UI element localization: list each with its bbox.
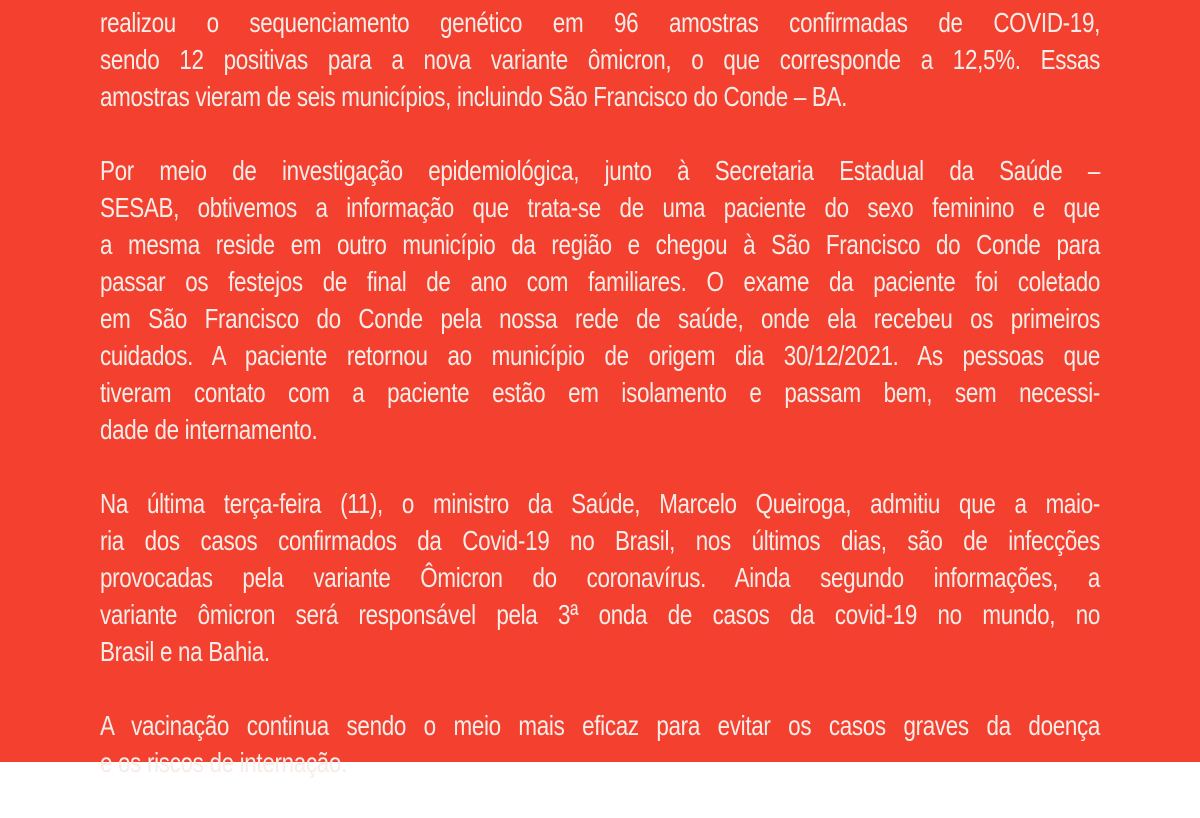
text-line: ria dos casos confirmados da Covid-19 no Brasil, nos últimos dias, são de infecções <box>100 525 1100 556</box>
paragraph-1 <box>100 4 1100 115</box>
text-line: amostras vieram de seis municípios, incluindo São Francisco do Conde – BA. <box>100 81 847 112</box>
text-line: a mesma reside em outro município da região e chegou à São Francisco do Conde para <box>100 229 1100 260</box>
text-line: cuidados. A paciente retornou ao município de origem dia 30/12/2021. As pessoas que <box>100 340 1100 371</box>
text-line: Por meio de investigação epidemiológica, junto à Secretaria Estadual da Saúde – <box>100 155 1100 186</box>
text-line: provocadas pela variante Ômicron do coronavírus. Ainda segundo informações, a <box>100 562 1100 593</box>
text-line: dade de internamento. <box>100 414 318 445</box>
paragraph-3 <box>100 485 1100 670</box>
text-line: em São Francisco do Conde pela nossa rede de saúde, onde ela recebeu os primeiros <box>100 303 1100 334</box>
text-line: Brasil e na Bahia. <box>100 636 270 667</box>
text-line: realizou o sequenciamento genético em 96 amostras confirmadas de COVID-19, <box>100 7 1100 38</box>
text-line: SESAB, obtivemos a informação que trata-se de uma paciente do sexo feminino e que <box>100 192 1100 223</box>
text-line: tiveram contato com a paciente estão em isolamento e passam bem, sem necessi- <box>100 377 1100 408</box>
announcement-body-text <box>100 4 1100 818</box>
text-line: sendo 12 positivas para a nova variante ômicron, o que corresponde a 12,5%. Essas <box>100 44 1100 75</box>
text-line: variante ômicron será responsável pela 3ª onda de casos da covid-19 no mundo, no <box>100 599 1100 630</box>
text-line: A vacinação continua sendo o meio mais eficaz para evitar os casos graves da doença <box>100 710 1100 741</box>
text-line: Na última terça-feira (11), o ministro da Saúde, Marcelo Queiroga, admitiu que a maio- <box>100 488 1100 519</box>
paragraph-2 <box>100 152 1100 448</box>
text-line: passar os festejos de final de ano com familiares. O exame da paciente foi coletado <box>100 266 1100 297</box>
text-line: e os riscos de internação. <box>100 747 347 778</box>
paragraph-4 <box>100 707 1100 781</box>
